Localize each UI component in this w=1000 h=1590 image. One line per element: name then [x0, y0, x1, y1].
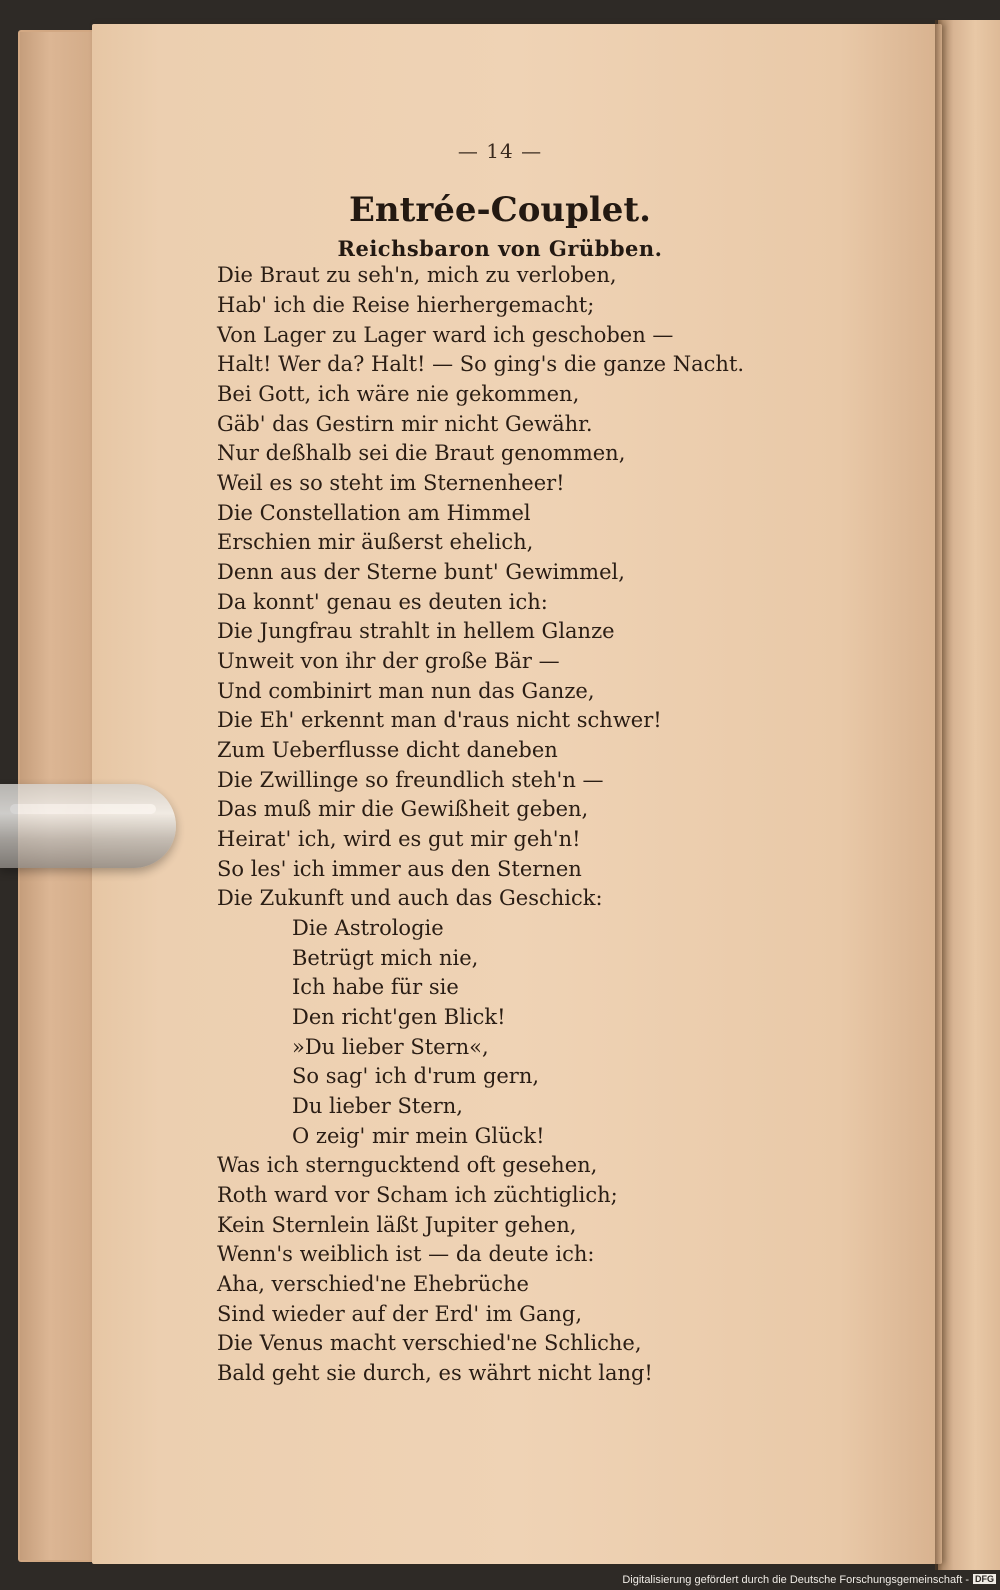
verse-line: Denn aus der Sterne bunt' Gewimmel, [217, 560, 625, 584]
verse-line: Bei Gott, ich wäre nie gekommen, [217, 382, 580, 406]
verse-line: Die Zwillinge so freundlich steh'n — [217, 768, 604, 792]
verse-line: Ich habe für sie [292, 975, 459, 999]
verse-line: Weil es so steht im Sternenheer! [217, 471, 565, 495]
verse-line: Du lieber Stern, [292, 1094, 463, 1118]
page-number: — 14 — [457, 139, 543, 163]
book-spine-shadow [935, 20, 943, 1570]
verse-line: Die Astrologie [292, 916, 444, 940]
verse-line: Kein Sternlein läßt Jupiter gehen, [217, 1213, 577, 1237]
verse-line: Die Jungfrau strahlt in hellem Glanze [217, 619, 615, 643]
dfg-logo: DFG [975, 1574, 994, 1584]
verse-line: Gäb' das Gestirn mir nicht Gewähr. [217, 412, 593, 436]
verse-line: Die Constellation am Himmel [217, 501, 531, 525]
verse-line: Die Eh' erkennt man d'raus nicht schwer! [217, 708, 662, 732]
verse-line: Da konnt' genau es deuten ich: [217, 590, 548, 614]
verse-line: Hab' ich die Reise hierhergemacht; [217, 293, 595, 317]
digitization-credit [0, 1574, 996, 1590]
verse-line: Heirat' ich, wird es gut mir geh'n! [217, 827, 581, 851]
verse-line: Roth ward vor Scham ich züchtiglich; [217, 1183, 618, 1207]
verse-line: »Du lieber Stern«, [292, 1035, 489, 1059]
verse-line: Unweit von ihr der große Bär — [217, 649, 560, 673]
verse-line: Die Venus macht verschied'ne Schliche, [217, 1331, 642, 1355]
verse-line: Den richt'gen Blick! [292, 1005, 506, 1029]
verse-line: Aha, verschied'ne Ehebrüche [217, 1272, 529, 1296]
verse-line: Bald geht sie durch, es währt nicht lang! [217, 1361, 653, 1385]
verse-line: Nur deßhalb sei die Braut genommen, [217, 441, 626, 465]
verse-line: O zeig' mir mein Glück! [292, 1124, 545, 1148]
page-holder-clip [0, 784, 176, 868]
verse-line: Wenn's weiblich ist — da deute ich: [217, 1242, 595, 1266]
verse-line: Betrügt mich nie, [292, 946, 479, 970]
verse-line: Von Lager zu Lager ward ich geschoben — [217, 323, 674, 347]
verse-line: So sag' ich d'rum gern, [292, 1064, 540, 1088]
verse-line: Die Braut zu seh'n, mich zu verloben, [217, 263, 617, 287]
verse-line: Das muß mir die Gewißheit geben, [217, 797, 589, 821]
verse-line: Die Zukunft und auch das Geschick: [217, 886, 603, 910]
facing-page-edge [938, 20, 1000, 1570]
verse-line: Was ich sterngucktend oft gesehen, [217, 1153, 598, 1177]
verse-line: Zum Ueberflusse dicht daneben [217, 738, 558, 762]
verse-line: Und combinirt man nun das Ganze, [217, 679, 595, 703]
page-title: Entrée-Couplet. [349, 190, 651, 230]
verse-line: Erschien mir äußerst ehelich, [217, 530, 534, 554]
speaker-heading: Reichsbaron von Grübben. [337, 236, 663, 261]
credit-text: Digitalisierung gefördert durch die Deutsche Forschungsgemeinschaft - [622, 1574, 969, 1586]
verse-line: Halt! Wer da? Halt! — So ging's die ganze Nacht. [217, 352, 745, 376]
verse-line: So les' ich immer aus den Sternen [217, 857, 582, 881]
verse-line: Sind wieder auf der Erd' im Gang, [217, 1302, 583, 1326]
